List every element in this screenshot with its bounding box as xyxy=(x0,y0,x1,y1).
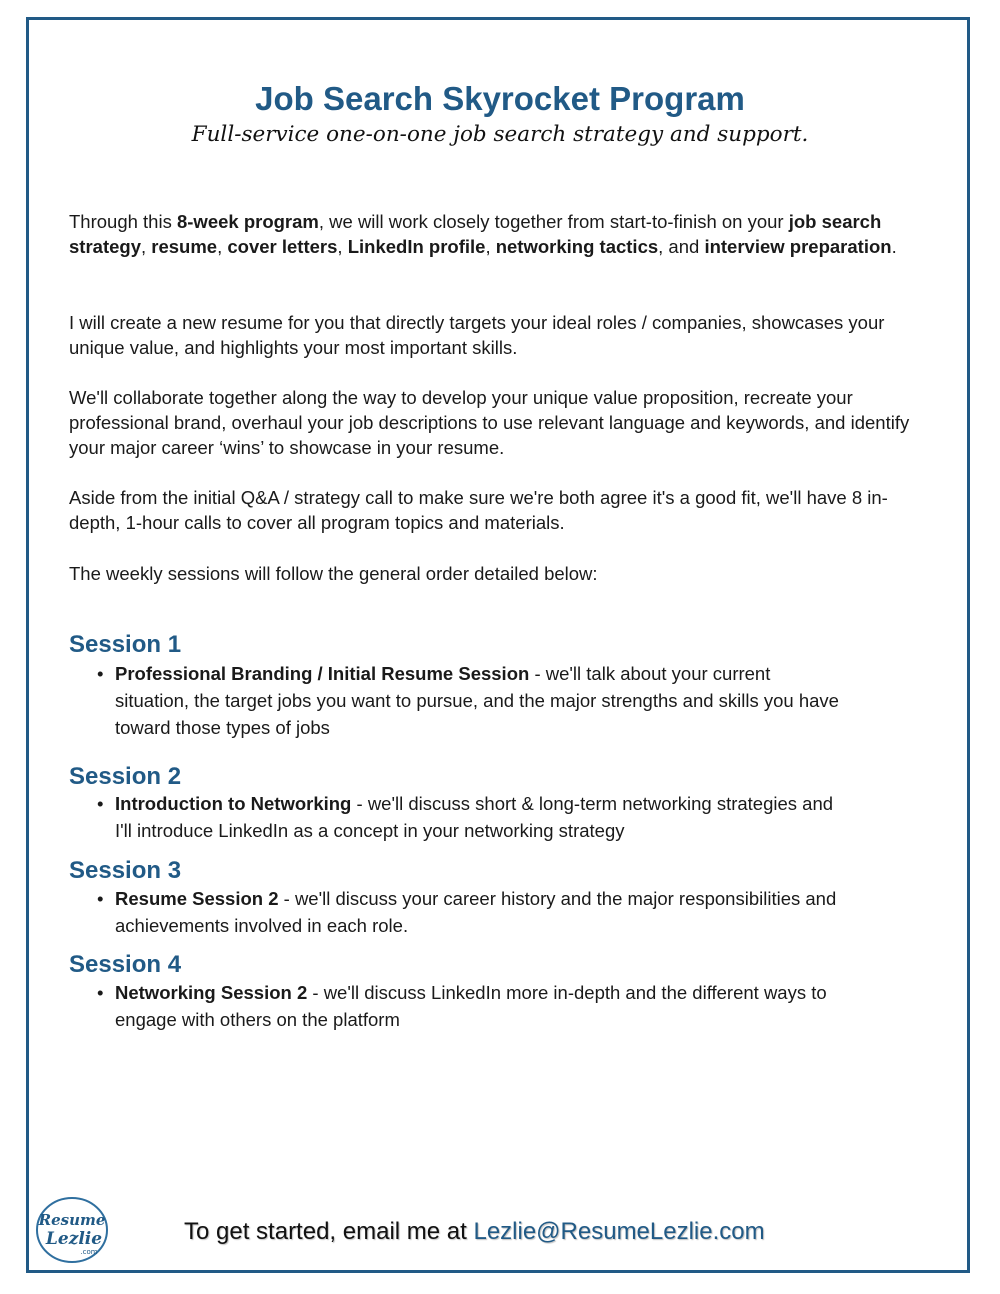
svg-text:Resume: Resume xyxy=(38,1211,106,1229)
bullet-icon: • xyxy=(97,888,104,909)
bullet-icon: • xyxy=(97,663,104,684)
session-1-bullet: • Professional Branding / Initial Resume Session - we'll talk about your current situation, the target jobs you want to pursue, and the major strengths and skills you have toward those types of jobs xyxy=(115,660,845,741)
session-2-bullet: • Introduction to Networking - we'll discuss short & long-term networking strategies and I'll introduce LinkedIn as a concept in your networking strategy xyxy=(115,790,845,844)
session-3-title: Session 3 xyxy=(69,857,182,884)
intro-paragraph-resume: I will create a new resume for you that directly targets your ideal roles / companies, showcases your unique value, and highlights your most important skills. xyxy=(69,312,885,358)
footer-cta: To get started, email me at Lezlie@ResumeLezlie.com xyxy=(184,1218,765,1245)
session-3-bullet: • Resume Session 2 - we'll discuss your career history and the major responsibilities and achievements involved in each role. xyxy=(115,885,845,939)
svg-text:Lezlie: Lezlie xyxy=(45,1229,103,1249)
bullet-icon: • xyxy=(97,982,104,1003)
bullet-icon: • xyxy=(97,793,104,814)
resume-lezlie-logo xyxy=(34,1196,110,1264)
intro-paragraph-collaborate: We'll collaborate together along the way to develop your unique value proposition, recreate your professional brand, overhaul your job descriptions to use relevant language and keywords, and identify your major career ‘wins’ to showcase in your resume. xyxy=(69,387,910,458)
intro-paragraph-calls: Aside from the initial Q&A / strategy call to make sure we're both agree it's a good fit, we'll have 8 in-depth, 1-hour calls to cover all program topics and materials. xyxy=(69,487,888,533)
session-1-title: Session 1 xyxy=(69,631,182,658)
email-link[interactable]: Lezlie@ResumeLezlie.com xyxy=(473,1218,765,1245)
page-subtitle: Full-service one-on-one job search strategy and support. xyxy=(191,122,809,147)
intro-paragraph-program: Through this 8-week program, we will work closely together from start-to-finish on your job search strategy, resume, cover letters, LinkedIn profile, networking tactics, and interview preparation. xyxy=(69,211,897,257)
session-4-title: Session 4 xyxy=(69,951,182,978)
session-4-bullet: • Networking Session 2 - we'll discuss LinkedIn more in-depth and the different ways to engage with others on the platform xyxy=(115,979,845,1033)
intro-paragraph-order: The weekly sessions will follow the general order detailed below: xyxy=(69,563,598,584)
page-title: Job Search Skyrocket Program xyxy=(255,80,745,117)
session-2-title: Session 2 xyxy=(69,763,182,790)
svg-text:.com: .com xyxy=(80,1248,98,1256)
